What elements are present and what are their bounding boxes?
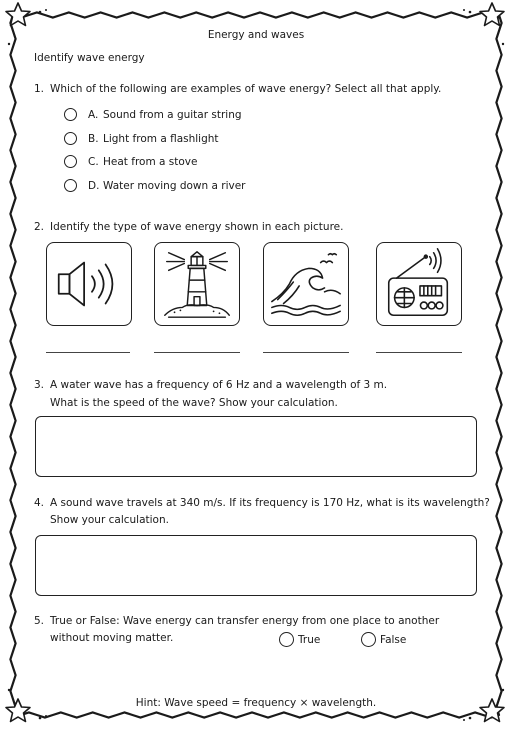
speaker-icon: [47, 243, 131, 325]
q3-line1: A water wave has a frequency of 6 Hz and a wavelength of 3 m.: [50, 379, 388, 391]
lighthouse-icon: [155, 243, 239, 325]
option-a-radio[interactable]: [64, 108, 77, 121]
radio-icon: [377, 243, 461, 325]
q4-line2: Show your calculation.: [50, 514, 169, 526]
answer-line-4[interactable]: [376, 352, 462, 353]
picture-box-ocean-wave: [263, 242, 349, 326]
answer-line-3[interactable]: [263, 352, 349, 353]
hint-text: Hint: Wave speed = frequency × wavelength.: [135, 697, 377, 709]
q5-line1: True or False: Wave energy can transfer energy from one place to another: [50, 615, 440, 627]
q4-line1: A sound wave travels at 340 m/s. If its frequency is 170 Hz, what is its wavelength?: [50, 497, 490, 509]
option-a-text: Sound from a guitar string: [103, 109, 242, 121]
q4-number: 4.: [34, 497, 45, 509]
option-c-letter: C.: [88, 156, 99, 168]
star-icon: [6, 3, 30, 26]
q3-number: 3.: [34, 379, 45, 391]
star-icon: [480, 3, 504, 26]
q3-line2: What is the speed of the wave? Show your calculation.: [50, 397, 338, 409]
false-radio[interactable]: [361, 632, 376, 647]
q3-answer-box[interactable]: [35, 416, 477, 477]
picture-box-lighthouse: [154, 242, 240, 326]
option-d-text: Water moving down a river: [103, 180, 246, 192]
option-a-letter: A.: [88, 109, 99, 121]
q1-text: Which of the following are examples of wave energy? Select all that apply.: [50, 83, 442, 95]
answer-line-1[interactable]: [46, 352, 130, 353]
option-c-text: Heat from a stove: [103, 156, 198, 168]
page-title: Energy and waves: [207, 29, 305, 41]
option-b-text: Light from a flashlight: [103, 133, 219, 145]
option-d-letter: D.: [88, 180, 100, 192]
answer-line-2[interactable]: [154, 352, 240, 353]
option-d-radio[interactable]: [64, 179, 77, 192]
false-label: False: [380, 634, 407, 646]
true-label: True: [298, 634, 321, 646]
q5-number: 5.: [34, 615, 45, 627]
q5-line2: without moving matter.: [50, 632, 174, 644]
option-b-letter: B.: [88, 133, 99, 145]
picture-box-speaker: [46, 242, 132, 326]
option-b-radio[interactable]: [64, 132, 77, 145]
picture-box-radio: [376, 242, 462, 326]
ocean-wave-icon: [264, 243, 348, 325]
true-radio[interactable]: [279, 632, 294, 647]
section-subtitle: Identify wave energy: [34, 52, 145, 64]
q4-answer-box[interactable]: [35, 535, 477, 596]
option-c-radio[interactable]: [64, 155, 77, 168]
q1-number: 1.: [34, 83, 45, 95]
q2-text: Identify the type of wave energy shown in each picture.: [50, 221, 344, 233]
q2-number: 2.: [34, 221, 45, 233]
